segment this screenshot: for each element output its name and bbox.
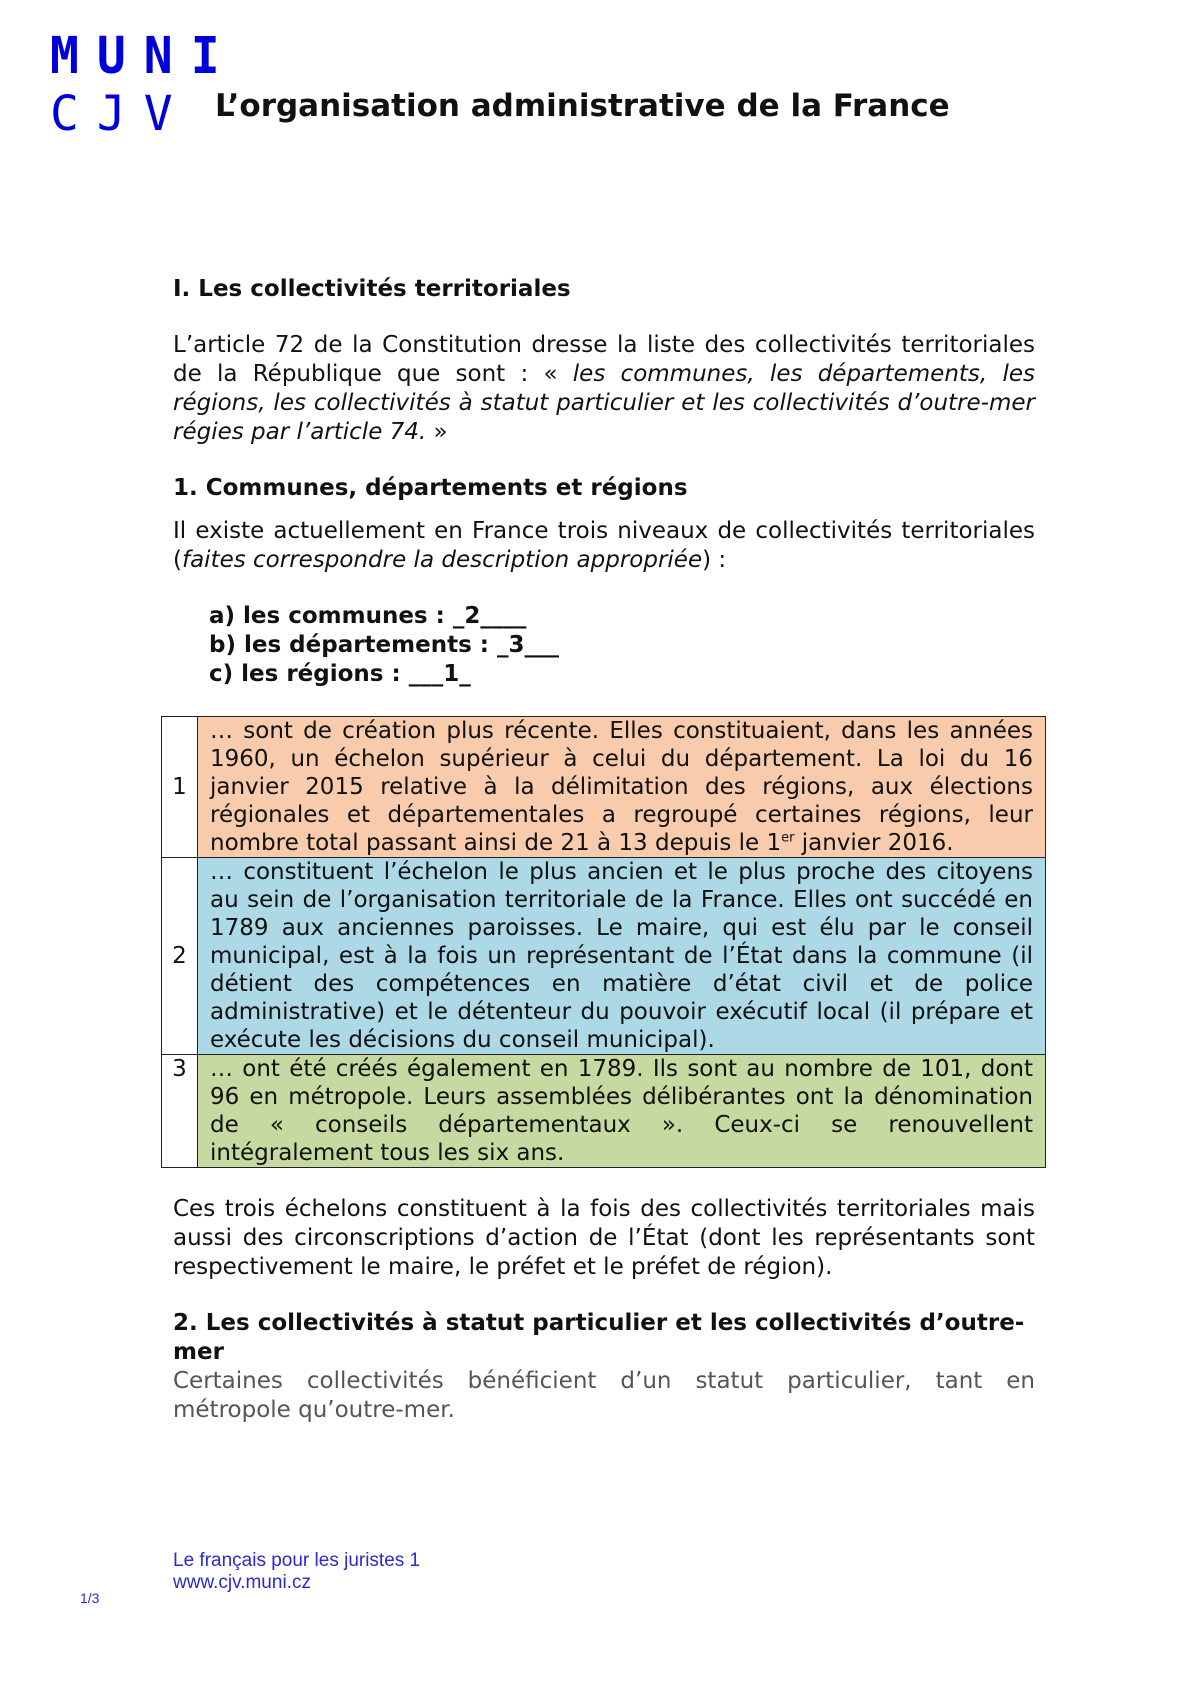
document-body bbox=[173, 275, 1035, 1425]
statut-paragraph: Certaines collectivités bénéficient d’un statut particulier, tant en métropole qu’outre-mer. bbox=[173, 1368, 1035, 1423]
row-number: 2 bbox=[162, 858, 198, 1055]
table-row bbox=[162, 858, 1046, 1055]
footer-url[interactable]: www.cjv.muni.cz bbox=[173, 1572, 311, 1593]
row-description: … constituent l’échelon le plus ancien et le plus proche des citoyens au sein de l’organisation territoriale de la France. Elles ont succédé en 1789 aux anciennes paroisses. Le maire, qui est élu par le conseil municipal, est à la fois un représentant de l’État dans la commune (il détient des compétences en matière d’état civil et de police administrative) et le détenteur du pouvoir exécutif local (il prépare et exécute les décisions du conseil municipal). bbox=[198, 858, 1046, 1055]
subsection-heading-statut-particulier: 2. Les collectivités à statut particulier et les collectivités d’outre-mer bbox=[173, 1310, 1025, 1365]
answer-regions: c) les régions : ___1_ bbox=[209, 661, 471, 687]
logo-muni: MUNI bbox=[50, 26, 238, 86]
answer-communes: a) les communes : _2____ bbox=[209, 603, 527, 629]
subsection-heading-communes: 1. Communes, départements et régions bbox=[173, 475, 688, 501]
row-number: 3 bbox=[162, 1055, 198, 1168]
row-description: … sont de création plus récente. Elles constituaient, dans les années 1960, un échelon supérieur à celui du département. La loi du 16 janvier 2015 relative à la délimitation des régions, aux élections régionales et départementales a regroupé certaines régions, leur nombre total passant ainsi de 21 à 13 depuis le 1er janvier 2016. bbox=[198, 717, 1046, 858]
footer bbox=[173, 1550, 420, 1594]
logo-cjv: CJV bbox=[50, 86, 191, 142]
row-description: … ont été créés également en 1789. Ils sont au nombre de 101, dont 96 en métropole. Leurs assemblées délibérantes ont la dénomination de « conseils départementaux ». Ceux-ci se renouvellent intégralement tous les six ans. bbox=[198, 1055, 1046, 1168]
intro-paragraph: L’article 72 de la Constitution dresse la liste des collectivités territoriales de la République que sont : « les communes, les départements, les régions, les collectivités à statut particulier et les collectivités d’outre-mer régies par l’article 74. » bbox=[173, 332, 1035, 445]
muni-cjv-logo bbox=[50, 26, 238, 142]
section-heading-collectivites: I. Les collectivités territoriales bbox=[173, 276, 571, 302]
echelons-paragraph: Ces trois échelons constituent à la fois des collectivités territoriales mais aussi des circonscriptions d’action de l’État (dont les représentants sont respectivement le maire, le préfet et le préfet de région). bbox=[173, 1196, 1035, 1280]
matching-table bbox=[161, 716, 1046, 1168]
document-title: L’organisation administrative de la France bbox=[215, 88, 950, 124]
answer-list bbox=[173, 602, 1035, 689]
exercise-instruction: Il existe actuellement en France trois niveaux de collectivités territoriales (faites correspondre la description appropriée) : bbox=[173, 518, 1035, 573]
constitution-quote: les communes, les départements, les régions, les collectivités à statut particulier et les collectivités d’outre-mer régies par l’article 74. bbox=[173, 361, 1035, 445]
table-row bbox=[162, 1055, 1046, 1168]
answer-departements: b) les départements : _3___ bbox=[209, 632, 559, 658]
row-number: 1 bbox=[162, 717, 198, 858]
footer-course: Le français pour les juristes 1 bbox=[173, 1550, 421, 1571]
table-row bbox=[162, 717, 1046, 858]
page-number: 1/3 bbox=[80, 1590, 100, 1606]
